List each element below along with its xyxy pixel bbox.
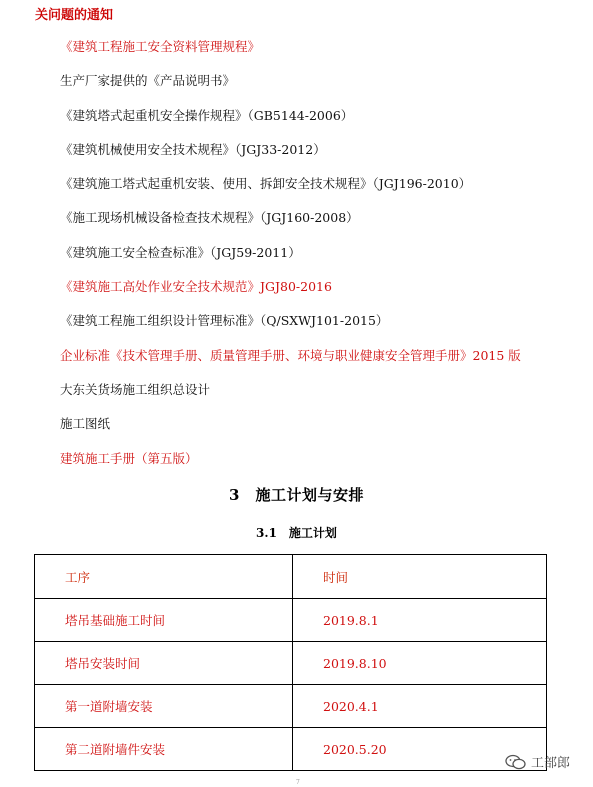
table-header-row [35, 555, 547, 599]
table-row [35, 642, 547, 685]
subsection-heading: 3.1 施工计划 [256, 526, 337, 540]
process-cell: 第一道附墙安装 [35, 685, 293, 728]
reference-item: 《建筑施工安全检查标准》（JGJ59-2011） [60, 244, 301, 260]
table-row [35, 728, 547, 771]
document-title-fragment: 关问题的通知 [35, 8, 114, 23]
watermark [505, 752, 570, 771]
reference-item: 建筑施工手册（第五版） [60, 450, 198, 466]
wechat-icon [505, 754, 527, 770]
process-cell: 第二道附墙件安装 [35, 728, 293, 771]
date-cell: 2020.4.1 [293, 685, 547, 728]
reference-item: 《建筑工程施工安全资料管理规程》 [60, 39, 261, 54]
reference-item: 施工图纸 [60, 416, 111, 432]
date-cell: 2019.8.1 [293, 599, 547, 642]
construction-plan-table [34, 554, 547, 771]
watermark-text: 工部郎 [531, 756, 571, 771]
table-row [35, 599, 547, 642]
reference-item: 大东关货场施工组织总设计 [60, 381, 211, 397]
process-cell: 塔吊安装时间 [35, 642, 293, 685]
header-cell-process: 工序 [35, 555, 293, 599]
reference-item: 《建筑塔式起重机安全操作规程》（GB5144-2006） [60, 107, 354, 123]
reference-item: 《建筑施工塔式起重机安装、使用、拆卸安全技术规程》（JGJ196-2010） [60, 176, 472, 192]
date-cell: 2019.8.10 [293, 642, 547, 685]
reference-item: 《建筑施工高处作业安全技术规范》JGJ80-2016 [60, 279, 332, 295]
table-row [35, 685, 547, 728]
date-cell: 2020.5.20 [293, 728, 547, 771]
reference-list [60, 34, 573, 480]
header-cell-time: 时间 [293, 555, 547, 599]
section-heading: 3 施工计划与安排 [229, 486, 364, 504]
reference-item: 《施工现场机械设备检查技术规程》（JGJ160-2008） [60, 210, 359, 226]
reference-item: 《建筑工程施工组织设计管理标准》（Q/SXWJ101-2015） [60, 313, 389, 329]
reference-item: 企业标准《技术管理手册、质量管理手册、环境与职业健康安全管理手册》2015 版 [60, 347, 521, 363]
process-cell: 塔吊基础施工时间 [35, 599, 293, 642]
reference-item: 《建筑机械使用安全技术规程》（JGJ33-2012） [60, 141, 326, 157]
page-number: 7 [296, 779, 300, 786]
reference-item: 生产厂家提供的《产品说明书》 [60, 73, 236, 89]
